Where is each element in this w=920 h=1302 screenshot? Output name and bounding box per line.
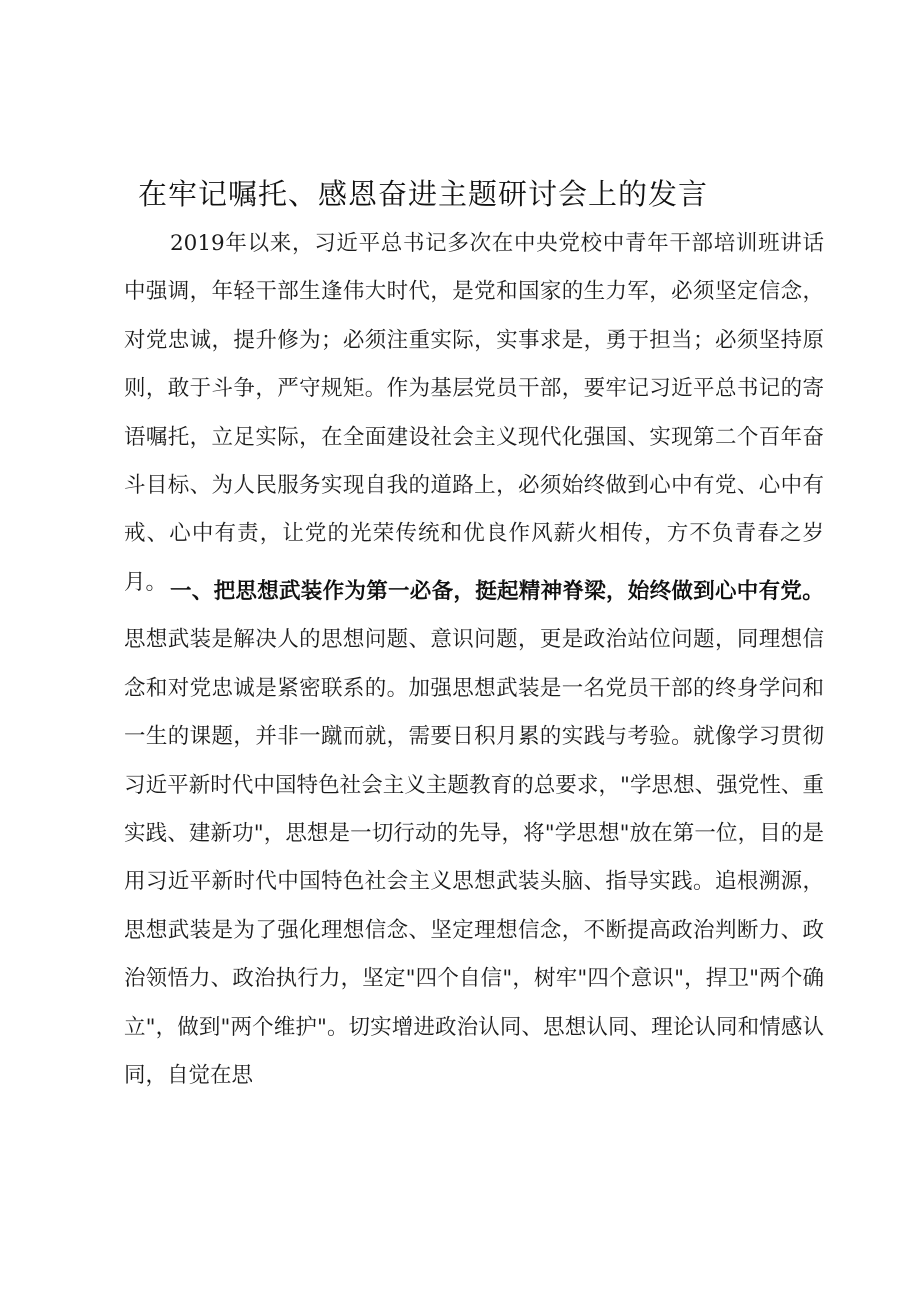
section-one-heading: 一、把思想武装作为第一必备，挺起精神脊梁，始终做到心中有党。 bbox=[170, 579, 825, 604]
document-title: 在牢记嘱托、感恩奋进主题研讨会上的发言 bbox=[138, 177, 709, 211]
section-one-paragraph bbox=[124, 568, 824, 1100]
intro-paragraph: 2019年以来，习近平总书记多次在中央党校中青年干部培训班讲话中强调，年轻干部生逢伟大时代，是党和国家的生力军，必须坚定信念，对党忠诚，提升修为；必须注重实际，实事求是，勇于担当；必须坚持原则，敢于斗争，严守规矩。作为基层党员干部，要牢记习近平总书记的寄语嘱托，立足实际，在全面建设社会主义现代化强国、实现第二个百年奋斗目标、为人民服务实现自我的道路上，必须始终做到心中有党、心中有戒、心中有责，让党的光荣传统和优良作风薪火相传，方不负青春之岁月。 bbox=[124, 231, 824, 595]
section-one-body: 思想武装是解决人的思想问题、意识问题，更是政治站位问题，同理想信念和对党忠诚是紧密联系的。加强思想武装是一名党员干部的终身学问和一生的课题，并非一蹴而就，需要日积月累的实践与考验。就像学习贯彻习近平新时代中国特色社会主义主题教育的总要求，"学思想、强党性、重实践、建新功"，思想是一切行动的先导，将"学思想"放在第一位，目的是用习近平新时代中国特色社会主义思想武装头脑、指导实践。追根溯源，思想武装是为了强化理想信念、坚定理想信念，不断提高政治判断力、政治领悟力、政治执行力，坚定"四个自信"，树牢"四个意识"，捍卫"两个确立"，做到"两个维护"。切实增进政治认同、思想认同、理论认同和情感认同，自觉在思 bbox=[124, 627, 824, 1089]
